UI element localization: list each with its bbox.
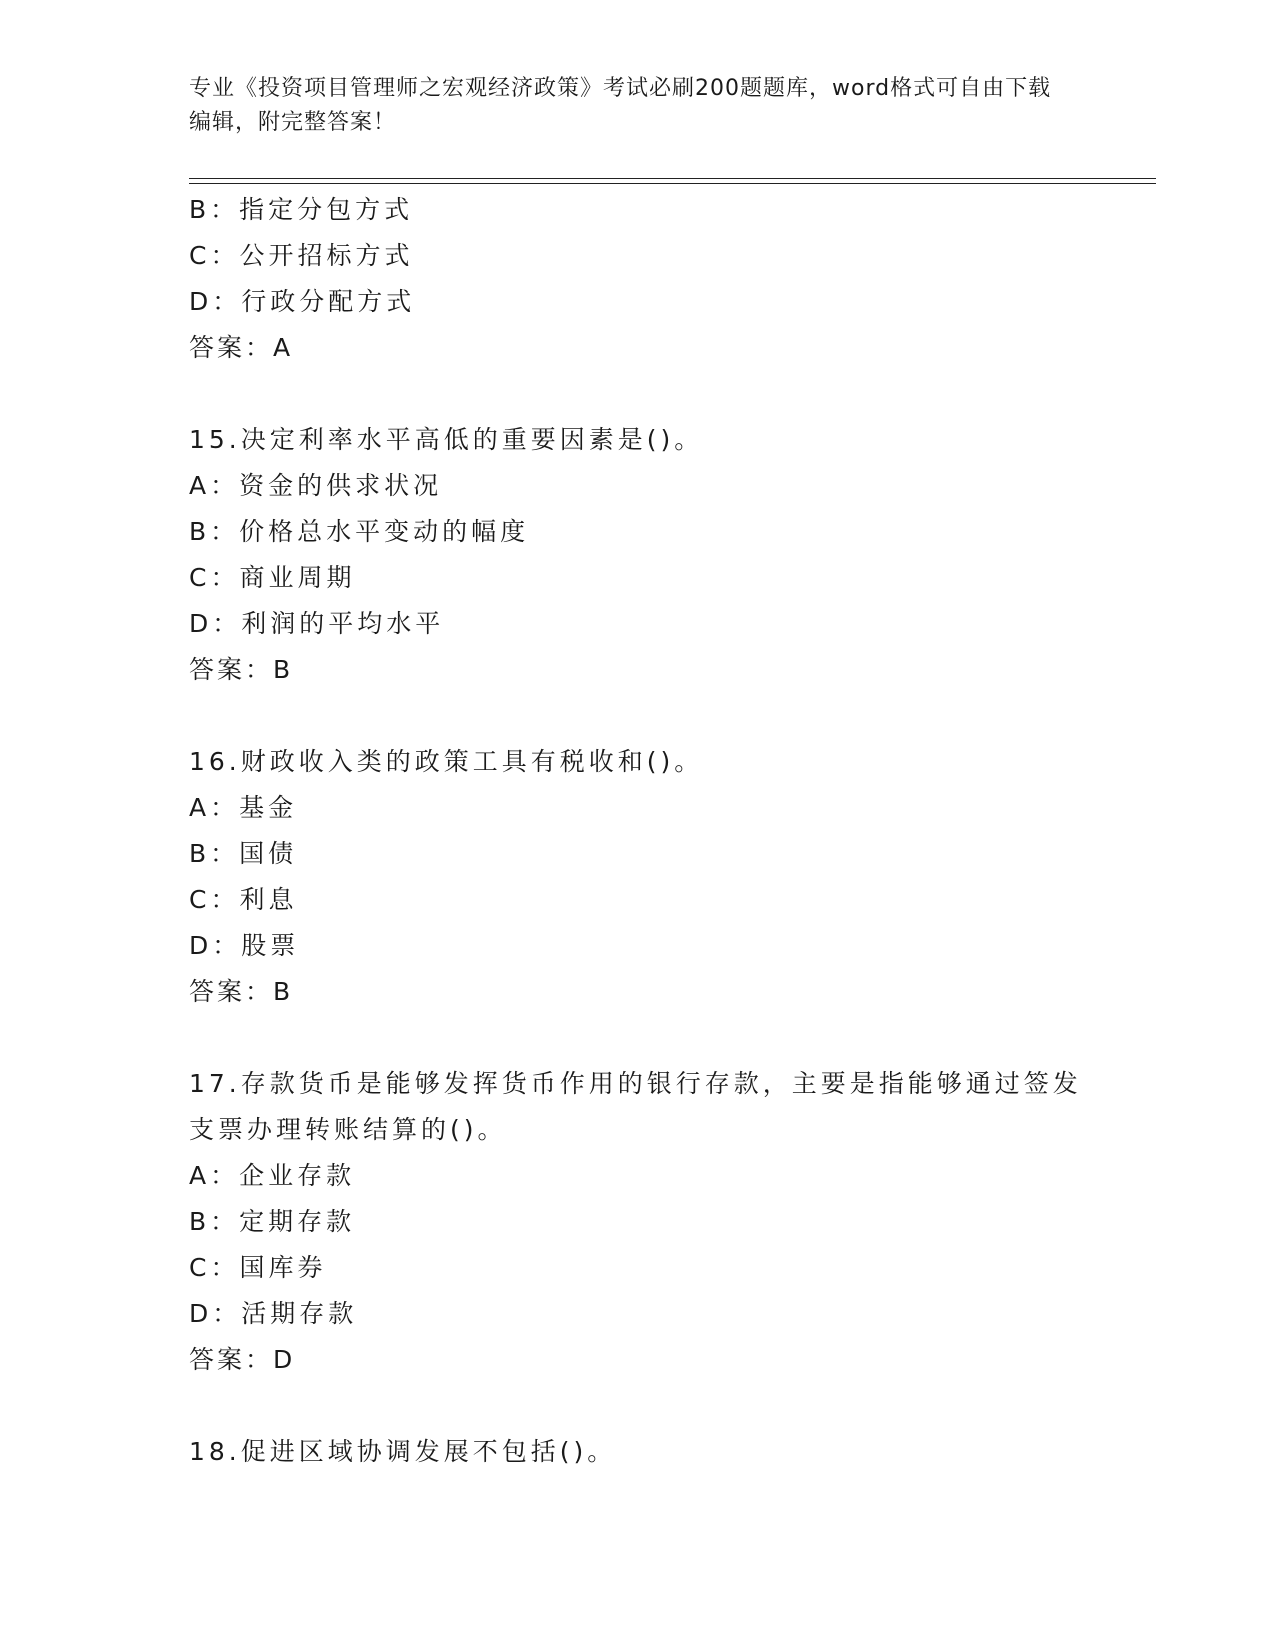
option-b: B：国债 <box>189 839 298 868</box>
option-c: C：国库券 <box>189 1253 327 1282</box>
answer-line: 答案：B <box>189 655 294 684</box>
document-header: 专业《投资项目管理师之宏观经济政策》考试必刷200题题库，word格式可自由下载编辑，附完整答案！ <box>189 76 1052 135</box>
option-a: A：资金的供求状况 <box>189 471 443 500</box>
question-text: 16.财政收入类的政策工具有税收和()。 <box>189 747 704 776</box>
option-d: D：行政分配方式 <box>189 287 416 316</box>
spacer <box>189 1015 1089 1061</box>
option-d: D：利润的平均水平 <box>189 609 445 638</box>
question-block-17 <box>189 1061 1089 1383</box>
question-list <box>189 187 1089 1475</box>
header-rule-top <box>189 178 1156 179</box>
spacer <box>189 371 1089 417</box>
answer-line: 答案：B <box>189 977 294 1006</box>
option-d: D：活期存款 <box>189 1299 358 1328</box>
question-text: 15.决定利率水平高低的重要因素是()。 <box>189 425 704 454</box>
answer-line: 答案：A <box>189 333 294 362</box>
question-text: 18.促进区域协调发展不包括()。 <box>189 1437 617 1466</box>
option-a: A：企业存款 <box>189 1161 356 1190</box>
option-b: B：定期存款 <box>189 1207 356 1236</box>
header-rule-bottom <box>189 183 1156 184</box>
option-a: A：基金 <box>189 793 298 822</box>
option-c: C：利息 <box>189 885 298 914</box>
answer-line: 答案：D <box>189 1345 296 1374</box>
option-b: B：价格总水平变动的幅度 <box>189 517 530 546</box>
option-b: B：指定分包方式 <box>189 195 414 224</box>
option-c: C：商业周期 <box>189 563 356 592</box>
option-c: C：公开招标方式 <box>189 241 414 270</box>
option-d: D：股票 <box>189 931 300 960</box>
spacer <box>189 693 1089 739</box>
question-block-partial <box>189 187 1089 371</box>
question-block-18 <box>189 1429 1089 1475</box>
question-block-16 <box>189 739 1089 1015</box>
spacer <box>189 1383 1089 1429</box>
question-text: 17.存款货币是能够发挥货币作用的银行存款，主要是指能够通过签发支票办理转账结算的()。 <box>189 1069 1082 1144</box>
question-block-15 <box>189 417 1089 693</box>
